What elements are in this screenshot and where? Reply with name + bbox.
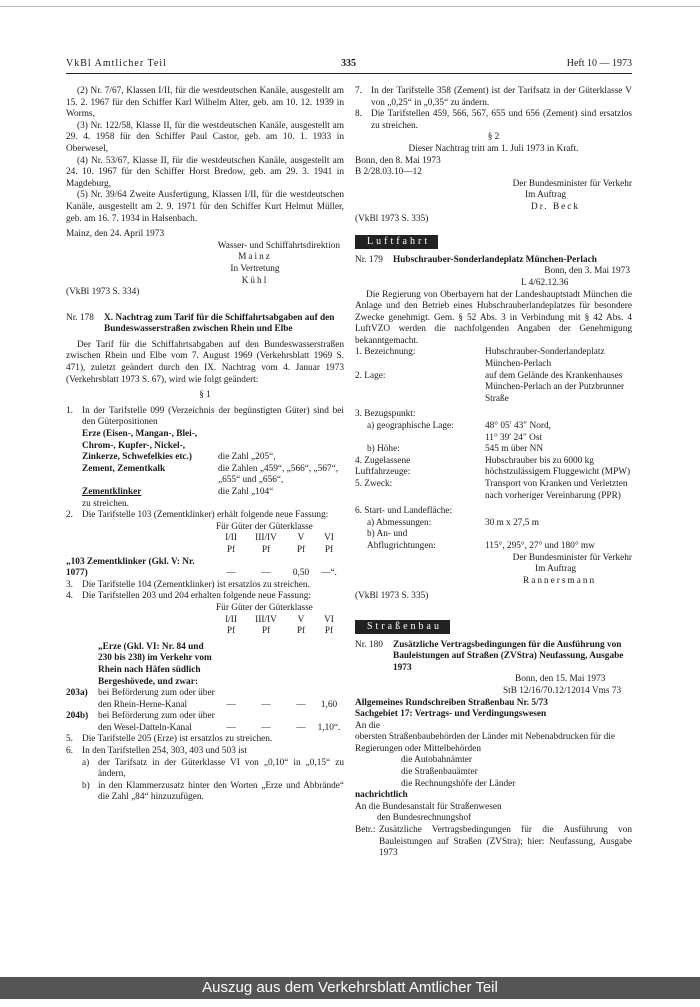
list-item: 2. Die Tarifstelle 103 (Zementklinker) erhält folgende neue Fassung:	[66, 510, 329, 521]
field-row: 4. Zugelassene Luftfahrzeuge: Hubschrauber bis zu 6000 kg höchstzulässigem Fluggewicht (MPW)	[355, 455, 631, 478]
header-right: Heft 10 — 1973	[566, 58, 632, 69]
table-header: Für Güter der Güterklasse	[216, 521, 313, 532]
list-item: 3. Die Tarifstelle 104 (Zementklinker) ist ersatzlos zu streichen.	[66, 579, 310, 590]
list-item: 8. Die Tarifstellen 459, 566, 567, 655 und 656 (Zement) sind ersatzlos zu streichen.	[355, 109, 632, 131]
intro-paragraph: Der Tarif für die Schiffahrtsabgaben auf den Bundeswasserstraßen zwischen Rhein und Elbe vom 7. August 1969 (Verkehrsblatt 1969 S. 471), zuletzt geändert durch den IX. Nachtrag vom 4. Januar 1973 (Verkehrsblatt 1973 S. 67), wird wie folgt geändert:	[66, 339, 344, 385]
left-column	[66, 86, 344, 804]
addressee: An die	[355, 720, 381, 731]
signature-city: Mainz	[238, 252, 272, 263]
addressee: obersten Straßenbaubehörden der Länder mit Nebenabdrucken für die Regierungen oder Mittelbehörden	[355, 732, 615, 754]
date-line: Bonn, den 3. Mai 1973	[544, 266, 630, 277]
circular-subject: Sachgebiet 17: Vertrags- und Verdingungswesen	[355, 709, 547, 720]
right-column	[355, 86, 632, 860]
signature-role: Im Auftrag	[525, 190, 567, 201]
signature-name: Rannersmann	[523, 575, 597, 586]
header-rule	[66, 73, 632, 74]
field-row: 6. Start- und Landefläche:	[355, 506, 453, 517]
signature-role: Im Auftrag	[535, 564, 577, 575]
table-header: I/II III/IV V VI	[225, 533, 334, 544]
field-row: a) geographische Lage: 48° 05′ 43″ Nord,	[367, 421, 551, 432]
notice-number: Nr. 179	[355, 254, 383, 265]
reference-code: StB 12/16/70.12/12014 Vms 73	[503, 685, 622, 696]
field-row: b) Höhe: 545 m über NN	[367, 444, 544, 455]
date-line: Mainz, den 24. April 1973	[66, 229, 165, 240]
signature-name: Kühl	[241, 275, 269, 286]
addressee: die Autobahnämter	[401, 755, 472, 766]
list-item: Erze (Eisen-, Mangan-, Blei-, Chrom-, Kupfer-, Nickel-, Zinkerze, Schwefelkies etc.) die Zahl „205“,	[82, 429, 276, 463]
addressee: den Bundesrechnungshof	[377, 813, 472, 824]
date-line: Bonn, den 15. Mai 1973	[515, 674, 606, 685]
list-item: b) in den Klammerzusatz hinter den Worten „Erze und Abbrände“ die Zahl „84“ hinzuzufügen.	[82, 780, 344, 803]
list-item: a) der Tarifsatz in der Güterklasse VI von „0,10“ in „0,15“ zu ändern,	[82, 757, 344, 780]
signature-office: Wasser- und Schiffahrtsdirektion	[217, 240, 340, 251]
top-rule	[0, 6, 700, 7]
table-row: „Erze (Gkl. VI: Nr. 84 und 230 bis 238) im Verkehr vom Rhein nach Häfen südlich Bergeshövede, und zwar:	[98, 641, 212, 687]
footer-banner: Auszug aus dem Verkehrsblatt Amtlicher Teil	[0, 977, 700, 999]
list-item: 7. In der Tarifstelle 358 (Zement) ist der Tarifsatz in der Güterklasse V von „0,25“ in „0,35“ zu ändern.	[355, 86, 632, 108]
table-row: „103 Zementklinker (Gkl. V: Nr. 1077) — — 0,50 —“.	[66, 556, 337, 579]
notice-title: Hubschrauber-Sonderlandeplatz München-Perlach	[393, 254, 597, 265]
field-row: b) An- und Abflugrichtungen: 115°, 295°, 27° und 180° mw	[367, 529, 595, 551]
circular-title: Allgemeines Rundschreiben Straßenbau Nr. 5/73	[355, 697, 548, 708]
paragraph-sign: § 2	[487, 132, 500, 143]
field-row: a) Abmessungen: 30 m x 27,5 m	[367, 517, 539, 528]
intro-paragraph: Die Regierung von Oberbayern hat der Landeshauptstadt München die Anlage und den Betrieb eines Hubschrauberlandeplatzes für besondere Zwecke genehmigt. Gem. § 52 Abs. 3 in Verbindung mit § 42 Abs. 4 LuftVZO werden die nachfolgenden Angaben der Genehmigung bekanntgemacht.	[355, 289, 632, 346]
reference-code: L 4/62.12.36	[521, 277, 569, 288]
header-left: VkBl Amtlicher Teil	[66, 58, 167, 69]
section-heading-strassenbau: Straßenbau	[355, 620, 450, 634]
reference: (VkBl 1973 S. 334)	[66, 287, 140, 298]
reference: (VkBl 1973 S. 335)	[355, 591, 429, 602]
list-item: Zementklinker die Zahl „104“	[82, 487, 274, 497]
field-row: 5. Zweck: Transport von Kranken und Verletzten nach vorheriger Vereinbarung (PPR)	[355, 479, 628, 501]
signature-office: Der Bundesminister für Verkehr	[512, 178, 632, 189]
notice-number: Nr. 180	[355, 639, 383, 650]
table-header: Pf Pf Pf Pf	[226, 626, 334, 637]
addressee: An die Bundesanstalt für Straßenwesen	[355, 801, 502, 812]
signature-name: Dr. Beck	[531, 201, 581, 212]
notice-number: Nr. 178	[66, 312, 94, 323]
table-row: 203a) bei Beförderung zum oder über den Rhein-Herne-Kanal — — — 1,60	[66, 688, 338, 710]
notice-heading-179	[355, 255, 632, 267]
inkraft-line: Dieser Nachtrag tritt am 1. Juli 1973 in Kraft.	[408, 143, 579, 154]
paragraph-sign: § 1	[199, 390, 211, 401]
notice-heading-180	[355, 640, 632, 675]
list-item: (4) Nr. 53/67, Klasse II, für die westdeutschen Kanäle, ausgestellt am 24. 10. 1967 für den Schiffer Horst Bredow, geb. am 29. 3. 1941 in Magdeburg,	[66, 155, 344, 189]
list-item: 6. In den Tarifstellen 254, 303, 403 und 503 ist	[66, 746, 247, 757]
running-header	[66, 58, 632, 72]
field-row: 1. Bezeichnung: Hubschrauber-Sonderlandeplatz München-Perlach	[355, 347, 605, 370]
addressee: die Straßenbauämter	[401, 767, 478, 778]
list-item: 4. Die Tarifstellen 203 und 204 erhalten folgende neue Fassung:	[66, 591, 311, 602]
reference-code: B 2/28.03.10—12	[355, 167, 422, 178]
field-row: 11° 39′ 24″ Ost	[485, 432, 543, 443]
notice-title: X. Nachtrag zum Tarif für die Schiffahrtsabgaben auf den Bundeswasserstraßen zwischen Rhein und Elbe	[104, 312, 335, 335]
list-item: (3) Nr. 122/58, Klasse II, für die westdeutschen Kanäle, ausgestellt am 29. 4. 1958 für den Schiffer Paul Castor, geb. am 10. 1. 1933 in Oberwesel,	[66, 120, 344, 154]
table-header: Für Güter der Güterklasse	[216, 602, 313, 613]
signature-role: In Vertretung	[230, 263, 280, 274]
table-header: Pf Pf Pf Pf	[226, 544, 334, 555]
notice-title: Zusätzliche Vertragsbedingungen für die Ausführung von Bauleistungen auf Straßen (ZVStra) Neufassung, Ausgabe 1973	[393, 639, 624, 673]
list-item: 5. Die Tarifstelle 205 (Erze) ist ersatzlos zu streichen.	[66, 734, 273, 745]
table-header: I/II III/IV V VI	[225, 614, 334, 625]
date-line: Bonn, den 8. Mai 1973	[355, 155, 441, 166]
signature-office: Der Bundesminister für Verkehr	[512, 552, 632, 563]
table-row: 204b) bei Beförderung zum oder über den Wesel-Datteln-Kanal — — — 1,10“.	[66, 711, 341, 733]
list-item: (5) Nr. 39/64 Zweite Ausfertigung, Klassen I/II, für die westdeutschen Kanäle, ausgestellt am 2. 9. 1971 für den Schiffer Kurt Helmut Müller, geb. am 16. 7. 1934 in Halsenbach.	[66, 190, 344, 224]
field-row: 3. Bezugspunkt:	[355, 409, 416, 420]
subject-row: Betr.: Zusätzliche Vertragsbedingungen für die Ausführung von Bauleistungen auf Straßen (ZVStra); hier: Neufassung, Ausgabe 1973	[355, 825, 632, 859]
list-item: Zement, Zementkalk die Zahlen „459“, „566“, „567“, „655“ und „656“,	[82, 463, 339, 486]
addressee: die Rechnungshöfe der Länder	[401, 778, 516, 789]
notice-heading-178	[66, 313, 344, 336]
list-item: 1. In der Tarifstelle 099 (Verzeichnis der begünstigten Güter) sind bei den Güterpositionen	[66, 405, 344, 428]
reference: (VkBl 1973 S. 335)	[355, 213, 429, 224]
list-item: zu streichen.	[82, 498, 129, 509]
addressee: nachrichtlich	[355, 790, 408, 801]
list-item: (2) Nr. 7/67, Klassen I/II, für die westdeutschen Kanäle, ausgestellt am 15. 2. 1967 für den Schiffer Karl Wilhelm Alter, geb. am 10. 12. 1939 in Worms,	[66, 86, 344, 120]
section-heading-luftfahrt: Luftfahrt	[355, 235, 438, 249]
page-number: 335	[341, 58, 356, 69]
field-row: 2. Lage: auf dem Gelände des Krankenhauses München-Perlach an der Putzbrunner Straße	[355, 370, 625, 404]
